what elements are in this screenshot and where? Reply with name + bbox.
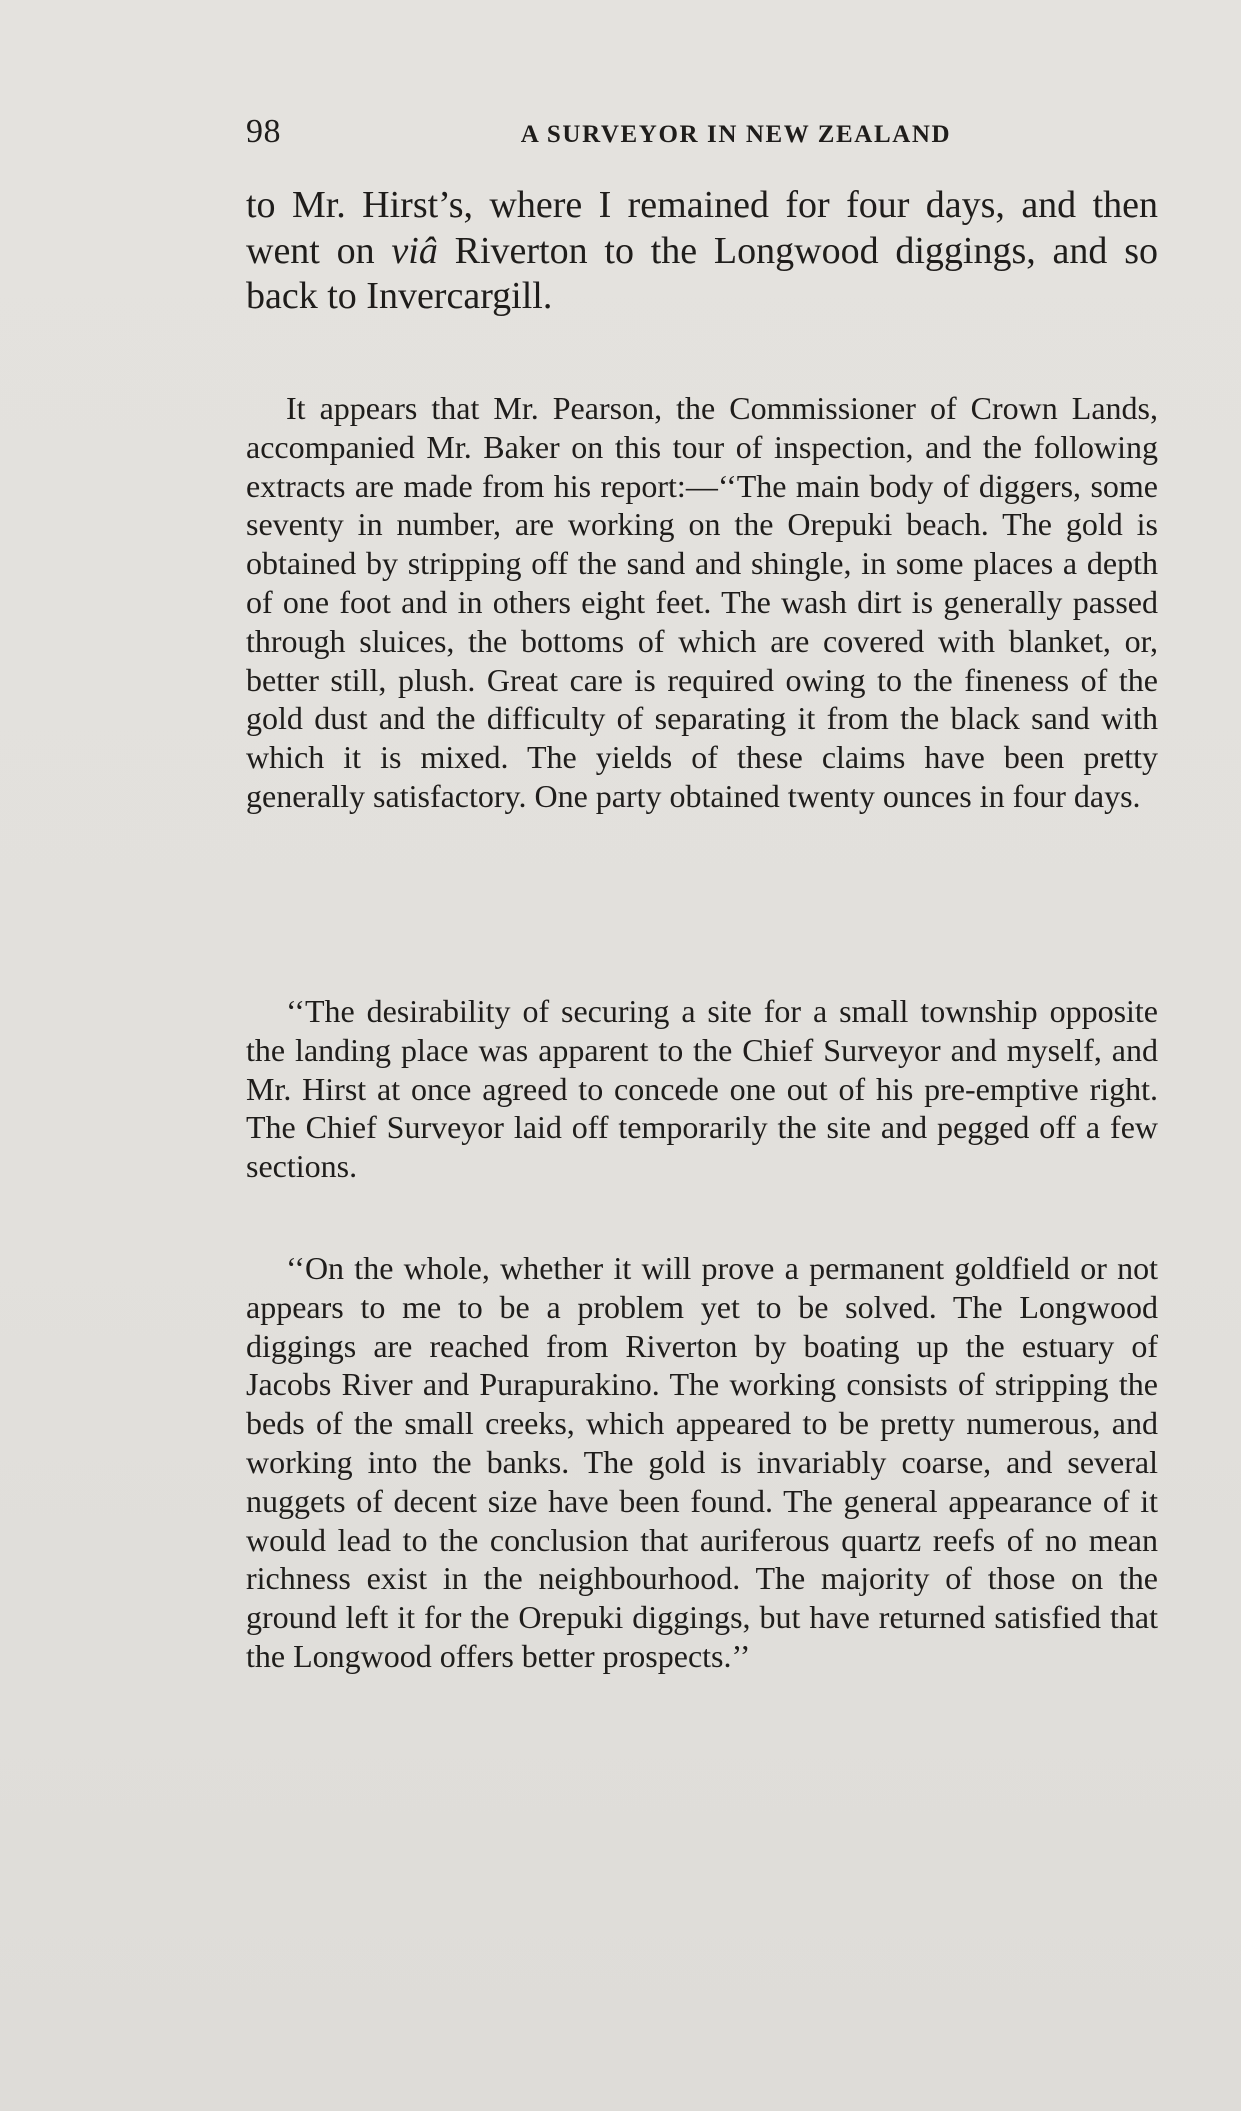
page-header [246,108,1158,156]
page-number: 98 [246,113,281,150]
opening-paragraph [246,183,1158,320]
goldfield-paragraph: ‘‘On the whole, whether it will prove a permanent goldfield or not appears to me to be a problem yet to be solved. The Longwood diggings are reached from Riverton by boating up the estuary of Jacobs River and Purapurakino. The working consists of stripping the beds of the small creeks, which appeared to be pretty numerous, and working into the banks. The gold is invariably coarse, and several nuggets of decent size have been found. The general appearance of it would lead to the conclusion that auriferous quartz reefs of no mean richness exist in the neighbourhood. The majority of those on the ground left it for the Orepuki diggings, but have returned satisfied that the Longwood offers better prospects.’’ [246,1250,1158,1674]
running-head: A SURVEYOR IN NEW ZEALAND [520,121,952,148]
opening-text-start: to Mr. Hirst’s, where I remained for four days, and then went on [246,184,1158,272]
italic-word: viâ [391,229,438,272]
township-paragraph: ‘‘The desirability of securing a site for a small township opposite the landing place was apparent to the Chief Surveyor and myself, and Mr. Hirst at once agreed to concede one out of his pre-emptive right. The Chief Surveyor laid off temporarily the site and pegged off a few sections. [246,993,1158,1185]
opening-text-end: Riverton to the Longwood diggings, and so back to Invercargill. [246,229,1158,317]
report-intro-paragraph: It appears that Mr. Pearson, the Commissioner of Crown Lands, accompanied Mr. Baker on this tour of inspection, and the following extracts are made from his report:—‘‘The main body of diggers, some seventy in number, are working on the Orepuki beach. The gold is obtained by stripping off the sand and shingle, in some places a depth of one foot and in others eight feet. The wash dirt is generally passed through sluices, the bottoms of which are covered with blanket, or, better still, plush. Great care is required owing to the fineness of the gold dust and the difficulty of separating it from the black sand with which it is mixed. The yields of these claims have been pretty generally satisfactory. One party obtained twenty ounces in four days. [246,390,1158,814]
